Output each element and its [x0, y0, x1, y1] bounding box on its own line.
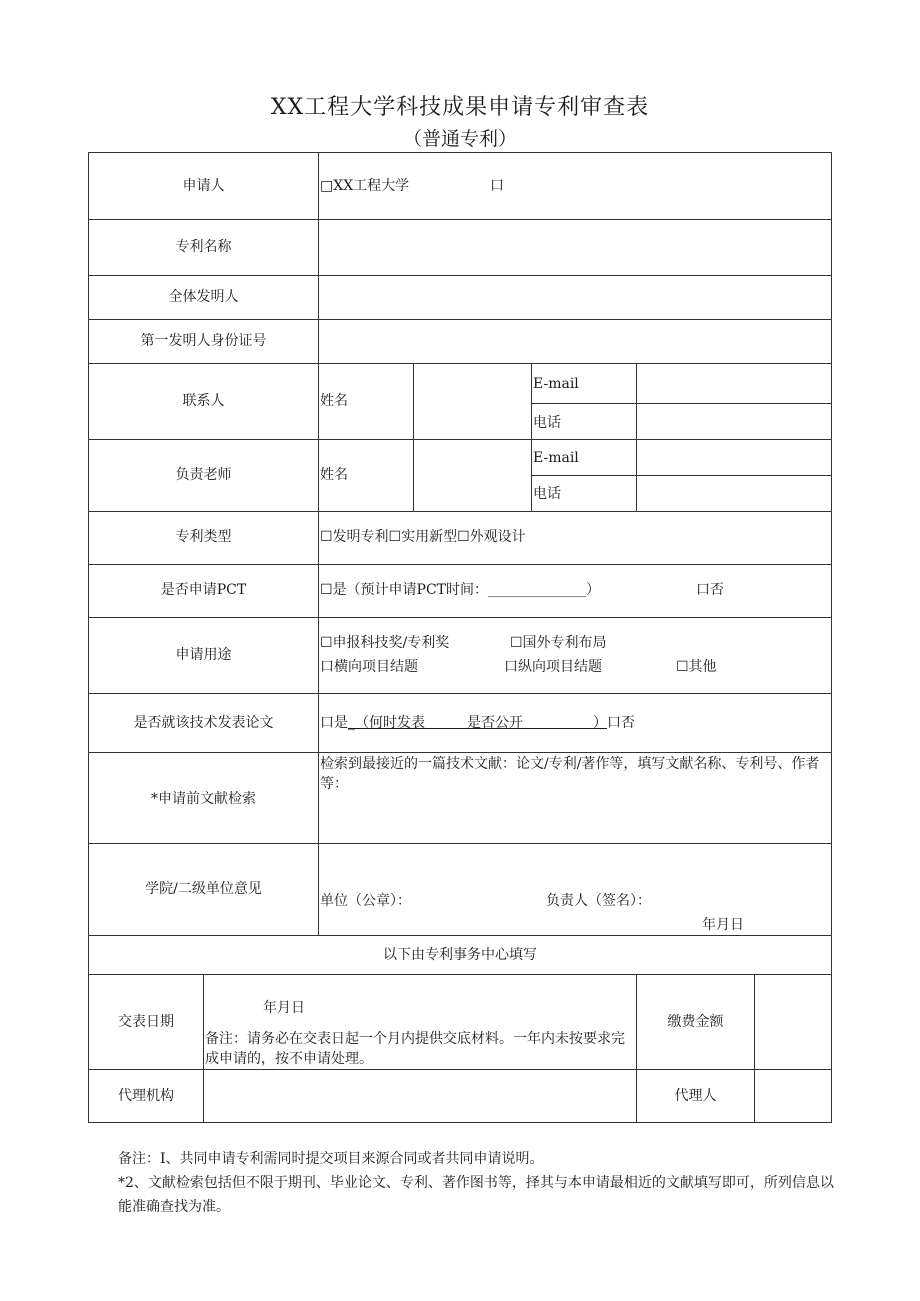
- column-divider: [413, 363, 414, 511]
- college-unit-seal[interactable]: 单位（公章）：: [320, 893, 411, 909]
- row-divider: [89, 1069, 831, 1070]
- column-divider: [203, 974, 204, 1123]
- first-inventor-id-label: 第一发明人身份证号: [140, 333, 267, 349]
- row-divider: [89, 752, 831, 753]
- row-divider: [89, 275, 831, 276]
- footnotes: [118, 1147, 838, 1219]
- column-divider: [318, 153, 319, 935]
- patent-name-label: 专利名称: [175, 239, 232, 255]
- page-subtitle: （普通专利）: [402, 128, 517, 150]
- footnote-2: *2、文献检索包括但不限于期刊、毕业论文、专利、著作图书等，择其与本申请最相近的文献填写即可，所列信息以能准确查找为准。: [118, 1175, 834, 1215]
- search-hint[interactable]: 检索到最接近的一篇技术文献：论文/专利/著作等，填写文献名称、专利号、作者等：: [320, 756, 820, 792]
- row-divider: [89, 363, 831, 364]
- contact-label: 联系人: [182, 393, 225, 409]
- teacher-phone-label: 电话: [533, 486, 561, 502]
- center-section-header: 以下由专利事务中心填写: [383, 947, 537, 963]
- purpose-option-vertical[interactable]: 口纵向项目结题: [504, 659, 602, 675]
- contact-phone-label: 电话: [533, 415, 561, 431]
- college-label: 学院/二级单位意见: [145, 881, 262, 897]
- agency-label: 代理机构: [118, 1088, 174, 1104]
- row-divider: [531, 403, 831, 404]
- contact-name-field[interactable]: [415, 367, 529, 435]
- first-inventor-id-field[interactable]: [320, 323, 828, 359]
- agent-label: 代理人: [674, 1088, 717, 1104]
- row-divider: [89, 974, 831, 975]
- row-divider: [89, 843, 831, 844]
- search-label: *申请前文献检索: [151, 791, 256, 807]
- teacher-label: 负责老师: [175, 467, 232, 483]
- inventors-field[interactable]: [320, 279, 828, 315]
- pct-label: 是否申请PCT: [160, 582, 247, 598]
- teacher-phone-field[interactable]: [638, 479, 828, 507]
- patent-type-options[interactable]: ☐发明专利☐实用新型☐外观设计: [320, 529, 526, 545]
- purpose-option-foreign[interactable]: ☐国外专利布局: [510, 635, 607, 651]
- column-divider: [754, 974, 755, 1123]
- college-person-signature[interactable]: 负责人（签名）：: [546, 893, 651, 909]
- applicant-label: 申请人: [182, 178, 225, 194]
- contact-name-label: 姓名: [320, 393, 348, 409]
- contact-phone-field[interactable]: [638, 407, 828, 437]
- review-form-table: [88, 152, 832, 1123]
- teacher-email-label: E-mail: [533, 450, 579, 466]
- applicant-checkbox[interactable]: 口: [490, 178, 504, 194]
- teacher-name-field[interactable]: [415, 443, 529, 507]
- row-divider: [531, 475, 831, 476]
- row-divider: [89, 617, 831, 618]
- purpose-option-horizontal[interactable]: 口横向项目结题: [320, 659, 418, 675]
- purpose-option-award[interactable]: ☐申报科技奖/专利奖: [320, 635, 450, 651]
- column-divider: [636, 363, 637, 511]
- pct-yes-option[interactable]: ☐是（预计申请PCT时间：______________）: [320, 582, 601, 598]
- fee-label: 缴费金额: [667, 1014, 724, 1030]
- row-divider: [89, 511, 831, 512]
- row-divider: [89, 564, 831, 565]
- patent-type-label: 专利类型: [175, 529, 232, 545]
- submit-note: 备注：请务必在交表日起一个月内提供交底材料。一年内未按要求完成申请的，按不申请处理。: [205, 1031, 625, 1067]
- contact-email-field[interactable]: [638, 367, 828, 401]
- paper-yes-prefix: 口是: [320, 715, 348, 731]
- row-divider: [89, 319, 831, 320]
- paper-no-option[interactable]: 口否: [607, 715, 635, 731]
- patent-name-field[interactable]: [320, 223, 828, 271]
- footnote-1: 备注：I、共同申请专利需同时提交项目来源合同或者共同申请说明。: [118, 1151, 544, 1167]
- agency-field[interactable]: [205, 1073, 633, 1119]
- column-divider: [531, 363, 532, 511]
- teacher-email-field[interactable]: [638, 443, 828, 473]
- applicant-value[interactable]: □XX工程大学: [320, 178, 410, 194]
- fee-field[interactable]: [756, 978, 828, 1066]
- submit-date-label: 交表日期: [118, 1014, 174, 1030]
- row-divider: [89, 219, 831, 220]
- inventors-label: 全体发明人: [168, 289, 239, 305]
- page-title: XX工程大学科技成果申请专利审查表: [270, 95, 650, 120]
- paper-label: 是否就该技术发表论文: [133, 715, 274, 731]
- agent-field[interactable]: [756, 1073, 828, 1119]
- pct-no-option[interactable]: 口否: [696, 582, 724, 598]
- row-divider: [89, 935, 831, 936]
- paper-yes-detail[interactable]: _（何时发表 是否公开 ）: [348, 715, 607, 731]
- paper-yes-option[interactable]: [320, 714, 635, 732]
- purpose-label: 申请用途: [175, 647, 232, 663]
- college-date[interactable]: 年月日: [702, 917, 744, 933]
- teacher-name-label: 姓名: [320, 467, 348, 483]
- contact-email-label: E-mail: [533, 376, 579, 392]
- purpose-option-other[interactable]: ☐其他: [676, 659, 717, 675]
- row-divider: [89, 439, 831, 440]
- submit-date-value[interactable]: 年月日: [263, 1000, 305, 1016]
- row-divider: [89, 693, 831, 694]
